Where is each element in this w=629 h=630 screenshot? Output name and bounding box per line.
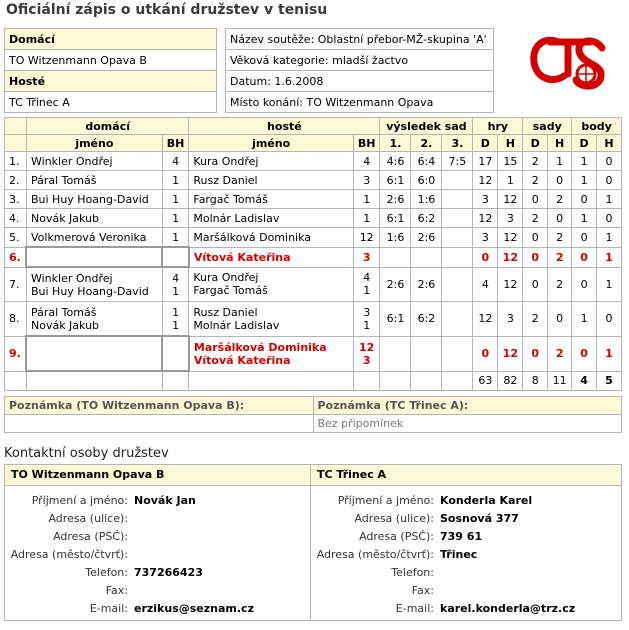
table-row: 4. Novák Jakub 1 Molnár Ladislav 1 6:1 6:2 12 3 2 0 1 0 <box>5 209 622 228</box>
page-title: Oficiální zápis o utkání družstev v tenisu <box>6 2 328 18</box>
home-team: TO Witzenmann Opava B <box>5 50 217 71</box>
contact-home-team: TO Witzenmann Opava B <box>5 465 310 486</box>
table-row: 5. Volkmerová Veronika 1 Maršálková Dominika 12 1:6 2:6 3 12 0 2 0 1 <box>5 228 622 248</box>
contact-card-guest: TC Třinec A Příjmení a jméno: Konderla Karel Adresa (ulice): Sosnová 377 Adresa (PSČ): 739 61 Adresa (město/čtvrť): Třinec Telefon: Fax: E-mail: karel.konderla@trz.cz <box>310 464 622 621</box>
notes-table <box>4 396 622 433</box>
col-points-h: H <box>597 135 622 152</box>
col-guest: hosté <box>189 118 380 135</box>
contact-home-email[interactable]: erzikus@seznam.cz <box>134 601 254 615</box>
contact-card-home: TO Witzenmann Opava B Příjmení a jméno: Novák Jan Adresa (ulice): Adresa (PSČ): Adresa (město/čtvrť): Telefon: 737266423 Fax: E-mail: erzikus@seznam.cz <box>4 464 311 621</box>
contacts-title: Kontaktní osoby družstev <box>4 446 169 461</box>
col-games-h: H <box>498 135 523 152</box>
col-sets: sady <box>523 118 572 135</box>
match-info-table <box>225 28 494 113</box>
teams-table <box>4 28 217 113</box>
col-sets-h: H <box>548 135 572 152</box>
col-home-bh: BH <box>162 135 189 152</box>
col-sets-d: D <box>523 135 548 152</box>
totals-row: 63 82 8 11 4 5 <box>5 371 622 391</box>
home-label: Domácí <box>5 29 217 50</box>
club-logo <box>528 30 612 95</box>
col-set3: 3. <box>442 135 473 152</box>
col-sets-result: výsledek sad <box>380 118 473 135</box>
table-row: 2. Páral Tomáš 1 Rusz Daniel 3 6:1 6:0 12 1 2 0 1 0 <box>5 171 622 190</box>
contact-home-name: Novák Jan <box>134 493 196 507</box>
contact-guest-team: TC Třinec A <box>311 465 621 486</box>
table-row: 8. Páral Tomáš Novák Jakub 1 1 Rusz Daniel Molnár Ladislav 3 1 6:1 6:2 12 3 2 0 1 0 <box>5 302 622 337</box>
note-home-value <box>5 415 314 433</box>
results-table <box>4 117 622 391</box>
col-home: domácí <box>26 118 188 135</box>
col-guest-name: jméno <box>189 135 354 152</box>
guest-team: TC Třinec A <box>5 92 217 113</box>
table-row: 6. Vítová Kateřina 3 0 12 0 2 0 1 <box>5 247 622 267</box>
col-guest-bh: BH <box>353 135 380 152</box>
category: Věková kategorie: mladší žactvo <box>226 50 494 71</box>
table-row: 9. Maršálková Dominika Vítová Kateřina 12 3 0 12 0 2 0 1 <box>5 336 622 371</box>
col-home-name: jméno <box>26 135 162 152</box>
contact-guest-email[interactable]: karel.konderla@trz.cz <box>440 601 576 615</box>
col-points-d: D <box>572 135 597 152</box>
col-games: hry <box>473 118 523 135</box>
contact-home-phone: 737266423 <box>134 565 203 579</box>
contact-guest-name: Konderla Karel <box>440 493 533 507</box>
competition: Název soutěže: Oblastní přebor-MŽ-skupina 'A' <box>226 29 494 50</box>
note-guest-value: Bez připomínek <box>313 415 622 433</box>
table-row: 1. Winkler Ondřej 4 Kura Ondřej 4 4:6 6:4 7:5 17 15 2 1 1 0 <box>5 152 622 171</box>
guest-label: Hosté <box>5 71 217 92</box>
col-points: body <box>572 118 622 135</box>
note-home-label: Poznámka (TO Witzenmann Opava B): <box>5 397 314 415</box>
table-row: 7. Winkler Ondřej Bui Huy Hoang-David 4 1 Kura Ondřej Fargač Tomáš 4 1 2:6 2:6 4 12 0 2 0 1 <box>5 267 622 302</box>
venue: Místo konání: TO Witzenmann Opava <box>226 92 494 113</box>
col-set2: 2. <box>411 135 442 152</box>
table-row: 3. Bui Huy Hoang-David 1 Fargač Tomáš 1 2:6 1:6 3 12 0 2 0 1 <box>5 190 622 209</box>
match-date: Datum: 1.6.2008 <box>226 71 494 92</box>
note-guest-label: Poznámka (TC Třinec A): <box>313 397 622 415</box>
col-set1: 1. <box>380 135 411 152</box>
col-games-d: D <box>473 135 498 152</box>
